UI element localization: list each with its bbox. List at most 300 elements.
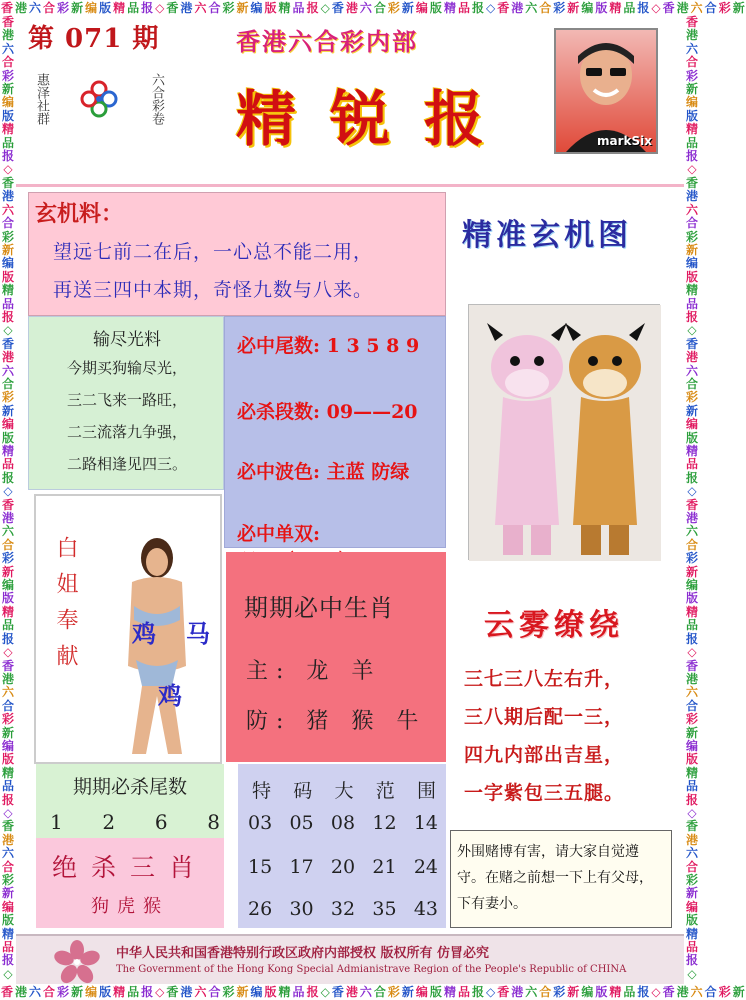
border-char: 精 [278, 985, 291, 999]
range-cell: 08 [330, 812, 356, 834]
border-char: 彩 [222, 985, 235, 999]
lose-all-line: 二三流落九争强， [66, 423, 187, 441]
border-char: 新 [1, 725, 14, 740]
footer-english: The Government of the Hong Kong Special Admianistrave Region of the People's Republic of CHINA [116, 964, 627, 975]
border-char: 六 [1, 524, 14, 539]
border-char: 报 [685, 792, 698, 807]
border-char: 新 [732, 1, 745, 15]
border-char: 彩 [685, 551, 698, 566]
border-char: 品 [1, 457, 14, 472]
border-char: 合 [208, 985, 221, 999]
border-char: ◇ [687, 323, 697, 338]
prediction-item [237, 457, 409, 484]
girl-photo-box [34, 494, 222, 764]
lose-all-line: 三二飞来一路旺， [66, 391, 187, 409]
border-char: 版 [264, 985, 277, 999]
border-char: 报 [685, 631, 698, 646]
border-char: 六 [685, 846, 698, 861]
border-char: 合 [1, 698, 14, 713]
newspaper-frame [16, 16, 684, 984]
border-char: 六 [194, 985, 207, 999]
kill-tail-number: 8 [207, 810, 220, 834]
prediction-label: 必中尾数: [237, 335, 321, 357]
border-char: 彩 [718, 985, 731, 999]
range-header-char: 范 [375, 780, 395, 802]
border-char: 香 [497, 1, 510, 15]
kill-tail-number: 6 [154, 810, 168, 834]
border-char: 编 [685, 95, 698, 110]
border-char: ◇ [687, 645, 697, 660]
mystery-section [28, 192, 446, 316]
border-char: 六 [685, 363, 698, 378]
border-char: 六 [685, 685, 698, 700]
right-verse-line: 一字紫包三五腿。 [464, 782, 625, 804]
zodiac-guard: 防: 猪 猴 牛 [246, 709, 427, 734]
border-char: 版 [685, 752, 698, 767]
border-char: 港 [511, 1, 524, 15]
border-char: 报 [685, 149, 698, 164]
range-cell: 12 [372, 812, 397, 834]
border-char: 品 [127, 1, 140, 15]
border-strip-bottom [0, 984, 745, 1000]
portrait-brand: markSix [597, 134, 652, 148]
border-char: 香 [685, 497, 698, 512]
lose-all-title: 输尽光料 [93, 330, 161, 350]
border-char: 合 [43, 1, 56, 15]
border-char: 彩 [1, 551, 14, 566]
flower-logo-icon [79, 79, 119, 119]
prediction-item [237, 397, 418, 424]
border-char: 香 [1, 175, 14, 190]
border-char: 六 [690, 1, 703, 15]
border-char: 精 [685, 283, 698, 298]
border-char: 六 [194, 1, 207, 15]
border-char: 品 [457, 985, 470, 999]
border-char: 港 [15, 1, 28, 15]
border-char: 报 [471, 985, 484, 999]
right-section-subtitle: 云雾缭绕 [484, 608, 624, 643]
border-char: ◇ [651, 1, 661, 15]
border-char: 精 [685, 444, 698, 458]
border-char: 新 [71, 985, 84, 999]
border-char: 品 [1, 618, 14, 633]
border-char: 精 [443, 1, 456, 15]
border-char: 新 [685, 564, 698, 579]
border-char: 六 [690, 985, 703, 999]
border-char: 合 [208, 1, 221, 15]
girl-tag: 马 [186, 619, 210, 648]
border-char: 精 [1, 444, 14, 458]
border-char: 精 [1, 283, 14, 298]
border-char: 合 [1, 537, 14, 552]
border-char: 编 [685, 738, 698, 753]
kill-tail-number: 2 [102, 810, 116, 834]
border-char: 香 [1, 985, 14, 999]
right-verse-line: 四九内部出吉星， [464, 744, 625, 766]
border-char: ◇ [3, 645, 13, 660]
border-char: 新 [732, 985, 745, 999]
border-char: 品 [1, 779, 14, 794]
border-char: 精 [113, 1, 126, 15]
border-char: 港 [1, 671, 14, 686]
border-char: 彩 [1, 229, 14, 244]
range-cell: 20 [330, 856, 356, 878]
border-char: 彩 [685, 229, 698, 244]
border-char: 合 [539, 1, 552, 15]
border-char: 香 [1, 15, 14, 29]
border-char: 报 [306, 1, 319, 15]
border-char: 彩 [1, 712, 14, 727]
border-char: 合 [685, 55, 698, 70]
border-char: 编 [415, 1, 428, 15]
border-char: ◇ [687, 162, 697, 177]
border-char: 香 [685, 15, 698, 29]
border-char: ◇ [155, 985, 165, 999]
range-cell: 32 [330, 898, 356, 920]
border-char: 合 [685, 859, 698, 874]
border-char: 新 [685, 242, 698, 257]
border-char: 港 [1, 350, 14, 365]
border-char: 精 [113, 985, 126, 999]
range-cell: 21 [372, 856, 397, 878]
border-char: 精 [609, 1, 622, 15]
border-char: 彩 [57, 985, 70, 999]
border-char: 版 [1, 430, 14, 445]
kill-zodiac-title: 绝杀三肖 [51, 853, 208, 882]
border-char: 六 [1, 202, 14, 217]
border-char: 精 [1, 604, 14, 619]
border-char: ◇ [320, 1, 330, 15]
border-char: 精 [685, 926, 698, 941]
border-char: 港 [685, 350, 698, 365]
border-char: 新 [71, 1, 84, 15]
border-char: 香 [1, 658, 14, 673]
border-strip-right [684, 16, 700, 984]
border-char: 六 [685, 524, 698, 539]
border-char: 版 [685, 269, 698, 284]
border-char: 品 [685, 940, 698, 955]
border-char: 港 [685, 832, 698, 847]
border-char: 合 [1, 55, 14, 70]
border-char: 合 [704, 985, 717, 999]
range-cell: 14 [413, 812, 438, 834]
border-char: ◇ [687, 966, 697, 981]
border-char: ◇ [3, 323, 13, 338]
border-char: 新 [1, 242, 14, 257]
border-char: 香 [331, 985, 344, 999]
range-header-char: 大 [334, 780, 354, 802]
header-divider [16, 184, 684, 187]
border-char: 精 [685, 604, 698, 619]
border-char: ◇ [3, 162, 13, 177]
border-char: 报 [637, 985, 650, 999]
border-char: 港 [15, 985, 28, 999]
border-char: 香 [166, 1, 179, 15]
footer-chinese: 中华人民共和国香港特别行政区政府内部授权 版权所有 仿冒必究 [116, 946, 490, 961]
mystery-line: 望远七前二在后，一心总不能二用， [53, 241, 374, 263]
zodiac-main: 主: 龙 羊 [246, 659, 382, 684]
border-char: 编 [685, 578, 698, 593]
range-header-char: 特 [252, 780, 272, 802]
range-row [248, 856, 438, 878]
range-cell: 17 [289, 856, 314, 878]
lose-all-line: 二路相逢见四三。 [66, 455, 187, 473]
border-char: 六 [1, 846, 14, 861]
border-strip-top [0, 0, 745, 16]
border-char: 版 [1, 591, 14, 606]
border-char: 版 [595, 1, 608, 15]
mystery-title: 玄机料： [35, 201, 124, 227]
right-verse-line: 三八期后配一三， [464, 706, 625, 728]
border-char: 香 [331, 1, 344, 15]
border-char: 港 [676, 985, 689, 999]
border-char: 报 [306, 985, 319, 999]
border-char: 新 [685, 403, 698, 418]
border-char: 精 [685, 122, 698, 137]
border-char: 精 [278, 1, 291, 15]
girl-caption: 白姐奉献 [53, 536, 78, 680]
border-char: 品 [1, 940, 14, 955]
kill-zodiac-section [36, 838, 224, 928]
org-logo-block [34, 60, 164, 138]
border-char: 彩 [685, 390, 698, 405]
border-char: 港 [1, 511, 14, 526]
border-char: 新 [567, 1, 580, 15]
prediction-value: 1 3 5 8 9 [326, 335, 420, 357]
border-char: 精 [609, 985, 622, 999]
border-char: 版 [429, 1, 442, 15]
border-char: ◇ [3, 484, 13, 499]
border-char: 版 [1, 913, 14, 928]
kill-tail-section [36, 764, 224, 838]
border-char: ◇ [3, 966, 13, 981]
border-char: 香 [1, 497, 14, 512]
bauhinia-emblem-icon [54, 940, 100, 982]
border-char: 品 [685, 135, 698, 150]
border-char: 彩 [718, 1, 731, 15]
border-char: ◇ [687, 805, 697, 820]
border-char: 精 [1, 122, 14, 137]
border-char: 新 [401, 1, 414, 15]
border-char: 合 [1, 216, 14, 231]
border-char: 版 [685, 108, 698, 123]
border-char: 香 [1, 336, 14, 351]
kill-zodiac-values: 狗虎猴 [91, 896, 169, 917]
border-char: 新 [401, 985, 414, 999]
border-char: 品 [685, 457, 698, 472]
border-char: 品 [685, 618, 698, 633]
range-cell: 15 [248, 856, 273, 878]
zodiac-title: 期期必中生肖 [244, 594, 394, 622]
border-char: 报 [1, 309, 14, 324]
border-char: 六 [359, 985, 372, 999]
right-section-title: 精准玄机图 [462, 218, 632, 253]
predictions-section [224, 316, 446, 548]
border-char: 编 [1, 578, 14, 593]
lose-all-section [28, 316, 224, 490]
border-char: 新 [236, 985, 249, 999]
border-char: 编 [85, 1, 98, 15]
border-char: 报 [1, 953, 14, 968]
border-char: 六 [359, 1, 372, 15]
border-char: 编 [685, 417, 698, 432]
border-char: 彩 [553, 1, 566, 15]
border-char: 新 [567, 985, 580, 999]
border-char: 港 [180, 985, 193, 999]
border-char: 六 [29, 985, 42, 999]
border-char: 合 [373, 985, 386, 999]
kill-tail-number: 1 [50, 810, 63, 834]
border-char: 编 [85, 985, 98, 999]
border-char: 版 [99, 985, 112, 999]
border-char: 彩 [685, 68, 698, 83]
border-char: 合 [704, 1, 717, 15]
border-char: 报 [1, 631, 14, 646]
border-char: 品 [623, 1, 636, 15]
border-char: 港 [345, 985, 358, 999]
border-char: 版 [685, 430, 698, 445]
border-char: 港 [685, 671, 698, 686]
border-char: 版 [1, 108, 14, 123]
border-char: ◇ [485, 1, 496, 15]
border-char: ◇ [3, 805, 13, 820]
range-row [248, 812, 438, 834]
border-char: 港 [511, 985, 524, 999]
border-char: 报 [1, 470, 14, 485]
border-char: 报 [637, 1, 650, 15]
border-char: 港 [676, 1, 689, 15]
prediction-label: 必杀段数: [237, 401, 321, 423]
border-char: 版 [685, 913, 698, 928]
border-char: 彩 [57, 1, 70, 15]
border-char: 合 [685, 216, 698, 231]
special-range-section [238, 764, 446, 928]
border-char: 品 [685, 779, 698, 794]
border-char: 版 [99, 1, 112, 15]
prediction-label: 必中单双: [237, 523, 321, 545]
border-char: 香 [685, 819, 698, 834]
org-right-label: 六合彩卷 [149, 73, 164, 125]
prediction-value: 主蓝 防绿 [326, 461, 410, 483]
border-char: 品 [457, 1, 470, 15]
border-char: 港 [1, 189, 14, 204]
border-char: 港 [1, 28, 14, 43]
border-char: 报 [685, 953, 698, 968]
border-char: 报 [685, 470, 698, 485]
cow-mascots-icon [469, 305, 661, 561]
border-char: 六 [685, 202, 698, 217]
border-char: 报 [685, 309, 698, 324]
girl-tag: 鸡 [158, 681, 182, 710]
border-char: 彩 [387, 1, 400, 15]
range-cell: 24 [413, 856, 438, 878]
border-char: 品 [292, 985, 305, 999]
border-char: 报 [141, 1, 154, 15]
border-char: 新 [685, 886, 698, 901]
border-char: 品 [1, 135, 14, 150]
border-char: 港 [1, 832, 14, 847]
border-char: 报 [1, 149, 14, 164]
border-char: 编 [581, 985, 594, 999]
border-char: 版 [264, 1, 277, 15]
border-char: 六 [685, 41, 698, 56]
border-char: 编 [1, 738, 14, 753]
range-cell: 30 [289, 898, 314, 920]
range-header-char: 围 [416, 780, 436, 802]
border-char: 六 [29, 1, 42, 15]
border-char: 编 [415, 985, 428, 999]
gambling-warning: 外围赌博有害，请大家自觉遵守。在赌之前想一下上有父母，下有妻小。 [450, 830, 672, 928]
border-char: 香 [685, 336, 698, 351]
border-char: ◇ [320, 985, 330, 999]
border-char: 编 [1, 256, 14, 271]
border-char: 彩 [1, 873, 14, 887]
lose-all-line: 今期买狗输尽光， [66, 359, 187, 377]
border-char: 新 [1, 886, 14, 901]
border-char: 合 [1, 376, 14, 391]
border-char: 香 [1, 1, 14, 15]
border-char: 报 [471, 1, 484, 15]
border-char: 港 [685, 511, 698, 526]
footer [16, 934, 684, 984]
border-char: 香 [685, 175, 698, 190]
border-char: 编 [250, 985, 263, 999]
border-char: 精 [685, 765, 698, 780]
portrait-photo [554, 28, 658, 154]
border-char: 香 [497, 985, 510, 999]
border-char: 合 [373, 1, 386, 15]
border-char: 香 [1, 819, 14, 834]
border-char: 编 [685, 256, 698, 271]
border-char: 彩 [222, 1, 235, 15]
border-strip-left [0, 16, 16, 984]
border-char: 香 [662, 1, 675, 15]
border-char: 合 [1, 859, 14, 874]
border-char: 报 [1, 792, 14, 807]
range-cell: 03 [248, 812, 273, 834]
prediction-label: 必中波色: [237, 461, 321, 483]
publisher-name: 香港六合彩内部 [236, 27, 418, 56]
issue-number: 第 071 期 [28, 24, 160, 54]
border-char: 六 [1, 685, 14, 700]
border-char: 合 [539, 985, 552, 999]
border-char: ◇ [651, 985, 661, 999]
kill-tail-title: 期期必杀尾数 [72, 776, 187, 798]
border-char: 新 [685, 725, 698, 740]
right-verse-line: 三七三八左右升， [464, 668, 625, 690]
border-char: 编 [250, 1, 263, 15]
border-char: 港 [685, 189, 698, 204]
border-char: 精 [443, 985, 456, 999]
border-char: 六 [525, 1, 538, 15]
border-char: 合 [685, 698, 698, 713]
border-char: 六 [1, 41, 14, 56]
border-char: 港 [180, 1, 193, 15]
border-char: 合 [685, 537, 698, 552]
border-char: 品 [623, 985, 636, 999]
border-char: 编 [1, 899, 14, 914]
mystery-line: 再送三四中本期，奇怪九数与八来。 [53, 279, 374, 301]
range-cell: 43 [413, 898, 438, 920]
border-char: ◇ [485, 985, 496, 999]
border-char: 品 [127, 985, 140, 999]
kill-tail-numbers [50, 810, 220, 834]
paper-title: 精锐报 [236, 85, 518, 155]
border-char: 彩 [685, 712, 698, 727]
border-char: 新 [685, 82, 698, 97]
range-cell: 35 [372, 898, 397, 920]
border-char: 精 [1, 926, 14, 941]
